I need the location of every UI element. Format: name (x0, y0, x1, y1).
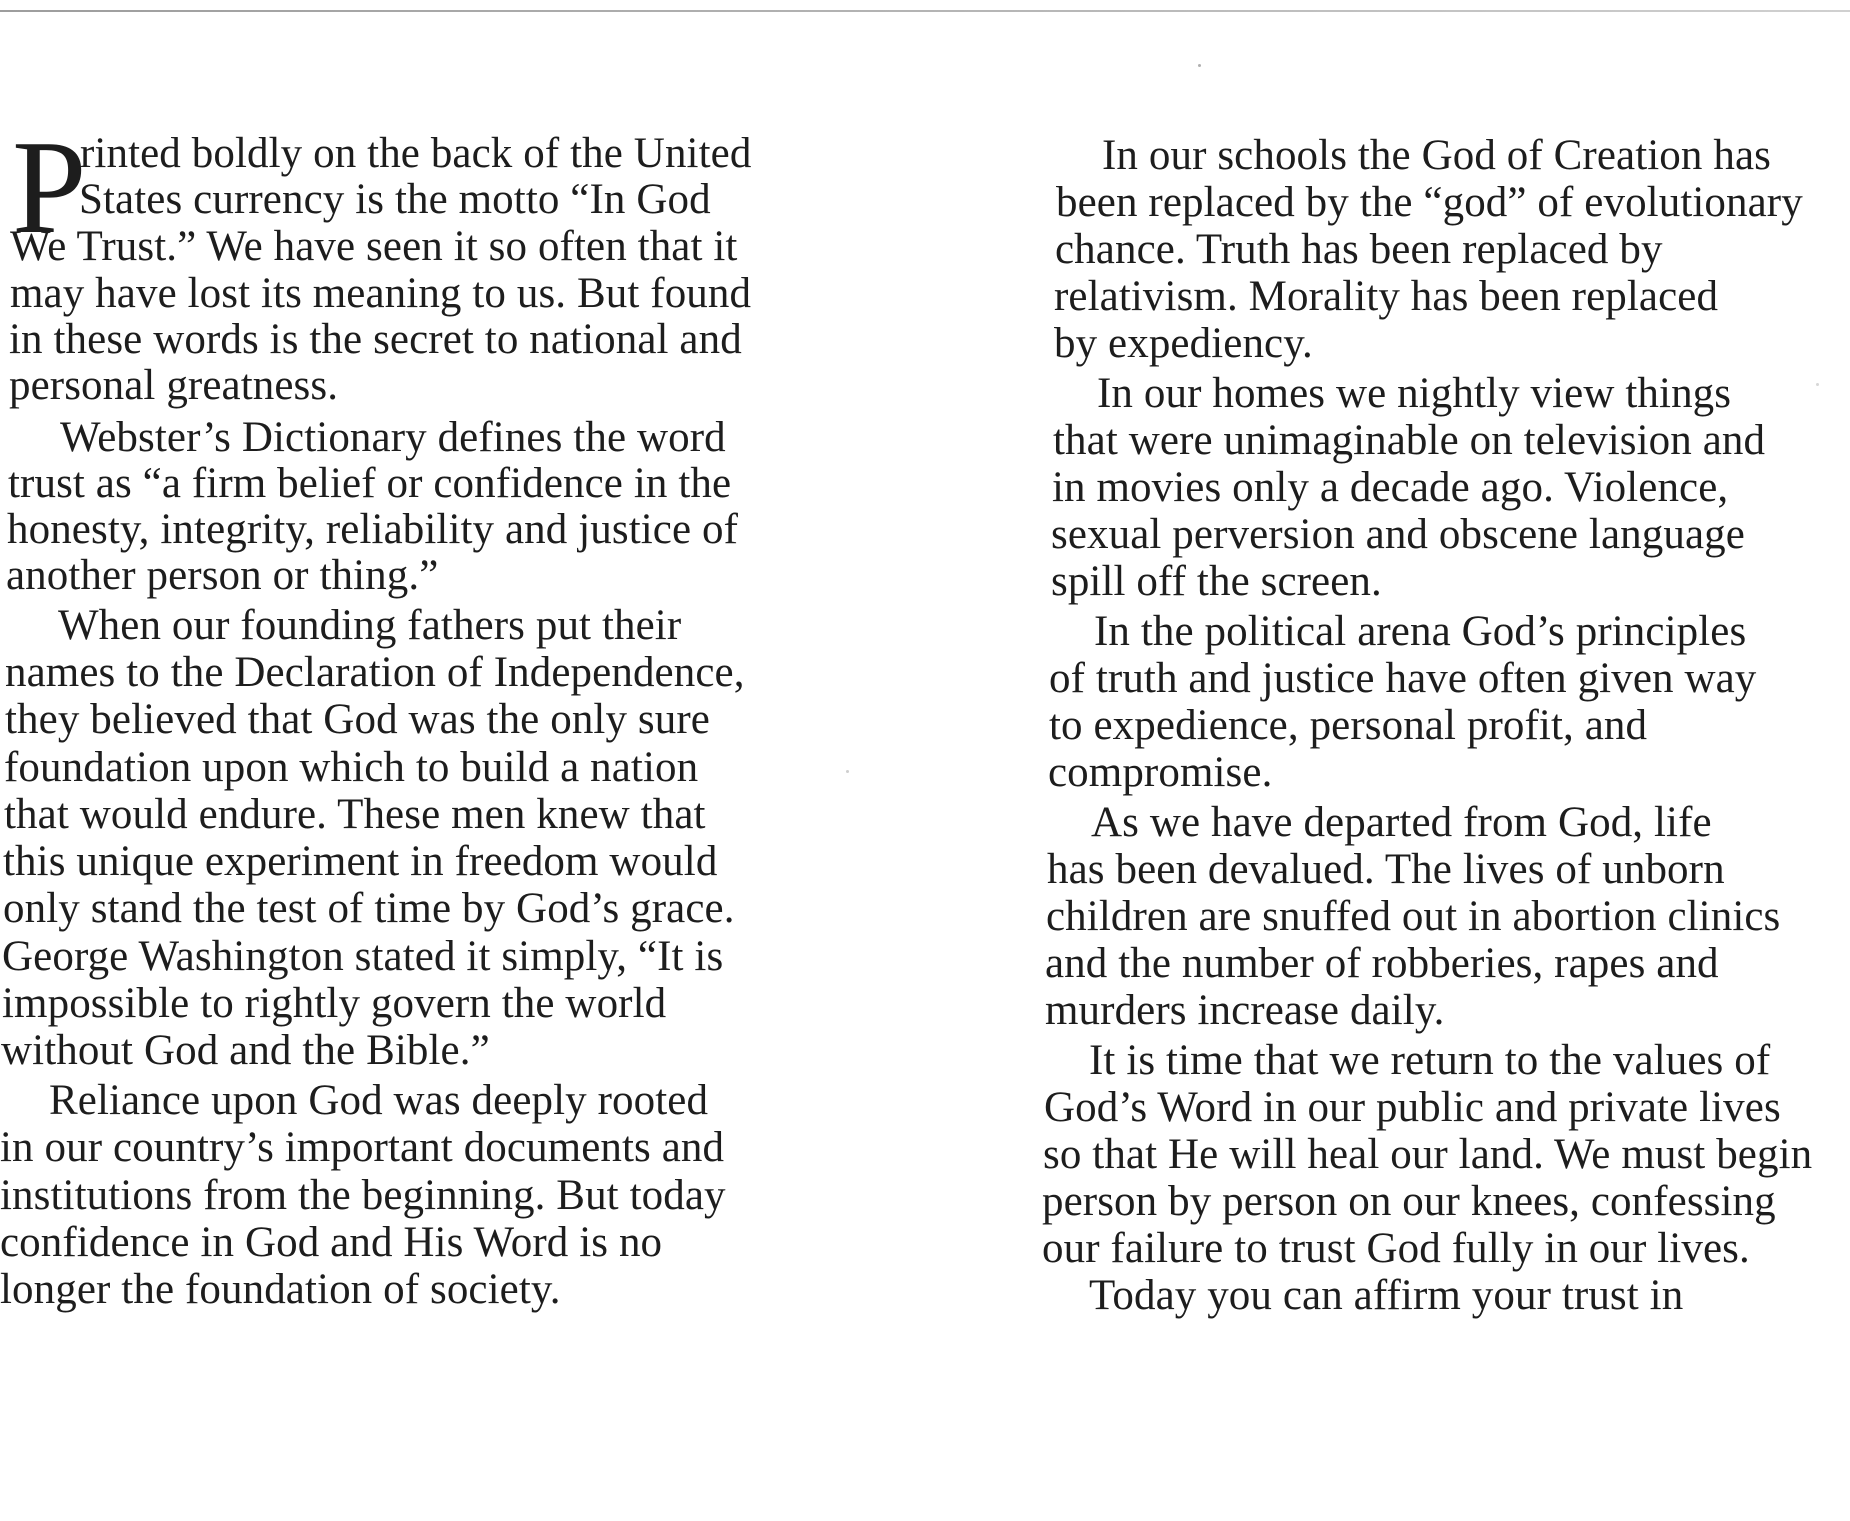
text-line: rinted boldly on the back of the United (80, 130, 752, 177)
text-line: We Trust.” We have seen it so often that it (10, 223, 738, 270)
text-line: relativism. Morality has been replaced (1054, 273, 1719, 320)
text-line: Today you can affirm your trust in (1089, 1272, 1684, 1319)
text-line: In the political arena God’s principles (1094, 608, 1747, 655)
text-line: only stand the test of time by God’s grace. (3, 885, 735, 932)
text-line: our failure to trust God fully in our lives. (1042, 1225, 1750, 1272)
text-line: been replaced by the “god” of evolutionary (1056, 179, 1803, 226)
text-line: that were unimaginable on television and (1053, 417, 1766, 464)
text-line: this unique experiment in freedom would (3, 838, 718, 885)
text-line: compromise. (1048, 749, 1273, 796)
text-line: of truth and justice have often given way (1049, 655, 1757, 702)
text-line: person by person on our knees, confessing (1042, 1178, 1776, 1225)
text-line: and the number of robberies, rapes and (1045, 940, 1719, 987)
text-line: to expedience, personal profit, and (1049, 702, 1648, 749)
text-line: confidence in God and His Word is no (0, 1219, 663, 1266)
text-line: Webster’s Dictionary defines the word (60, 414, 726, 461)
text-line: murders increase daily. (1045, 987, 1445, 1034)
text-line: has been devalued. The lives of unborn (1047, 846, 1725, 893)
text-line: As we have departed from God, life (1091, 799, 1712, 846)
text-line: God’s Word in our public and private lives (1044, 1084, 1781, 1131)
text-line: In our schools the God of Creation has (1102, 132, 1771, 179)
text-line: honesty, integrity, reliability and justice of (7, 506, 739, 553)
scan-speck (1816, 383, 1819, 386)
text-line: trust as “a firm belief or confidence in the (8, 460, 732, 507)
text-line: that would endure. These men knew that (4, 791, 706, 838)
text-line: longer the foundation of society. (0, 1266, 561, 1313)
text-line: children are snuffed out in abortion clinics (1046, 893, 1781, 940)
text-line: impossible to rightly govern the world (2, 980, 667, 1027)
text-line: sexual perversion and obscene language (1051, 511, 1745, 558)
text-line: institutions from the beginning. But today (0, 1172, 726, 1219)
text-line: another person or thing.” (6, 552, 439, 599)
text-line: It is time that we return to the values of (1089, 1037, 1771, 1084)
text-line: When our founding fathers put their (58, 602, 682, 649)
top-edge-rule (0, 10, 1850, 12)
text-line: chance. Truth has been replaced by (1055, 226, 1663, 273)
scan-speck (846, 770, 849, 773)
text-line: they believed that God was the only sure (5, 696, 710, 743)
text-line: States currency is the motto “In God (79, 176, 711, 223)
text-line: in these words is the secret to national and (9, 316, 742, 363)
text-line: in our country’s important documents and (0, 1124, 725, 1171)
text-line: Reliance upon God was deeply rooted (49, 1077, 709, 1124)
text-line: so that He will heal our land. We must begin (1043, 1131, 1813, 1178)
text-line: personal greatness. (9, 362, 339, 409)
text-line: may have lost its meaning to us. But found (10, 270, 752, 317)
text-line: in movies only a decade ago. Violence, (1052, 464, 1729, 511)
text-line: In our homes we nightly view things (1097, 370, 1732, 417)
text-line: by expediency. (1054, 320, 1313, 367)
drop-cap: P (12, 113, 87, 261)
text-line: names to the Declaration of Independence, (5, 649, 745, 696)
text-line: foundation upon which to build a nation (4, 744, 699, 791)
text-line: without God and the Bible.” (1, 1027, 490, 1074)
scan-speck (1198, 64, 1201, 67)
text-line: spill off the screen. (1051, 558, 1382, 605)
text-line: George Washington stated it simply, “It is (2, 933, 724, 980)
